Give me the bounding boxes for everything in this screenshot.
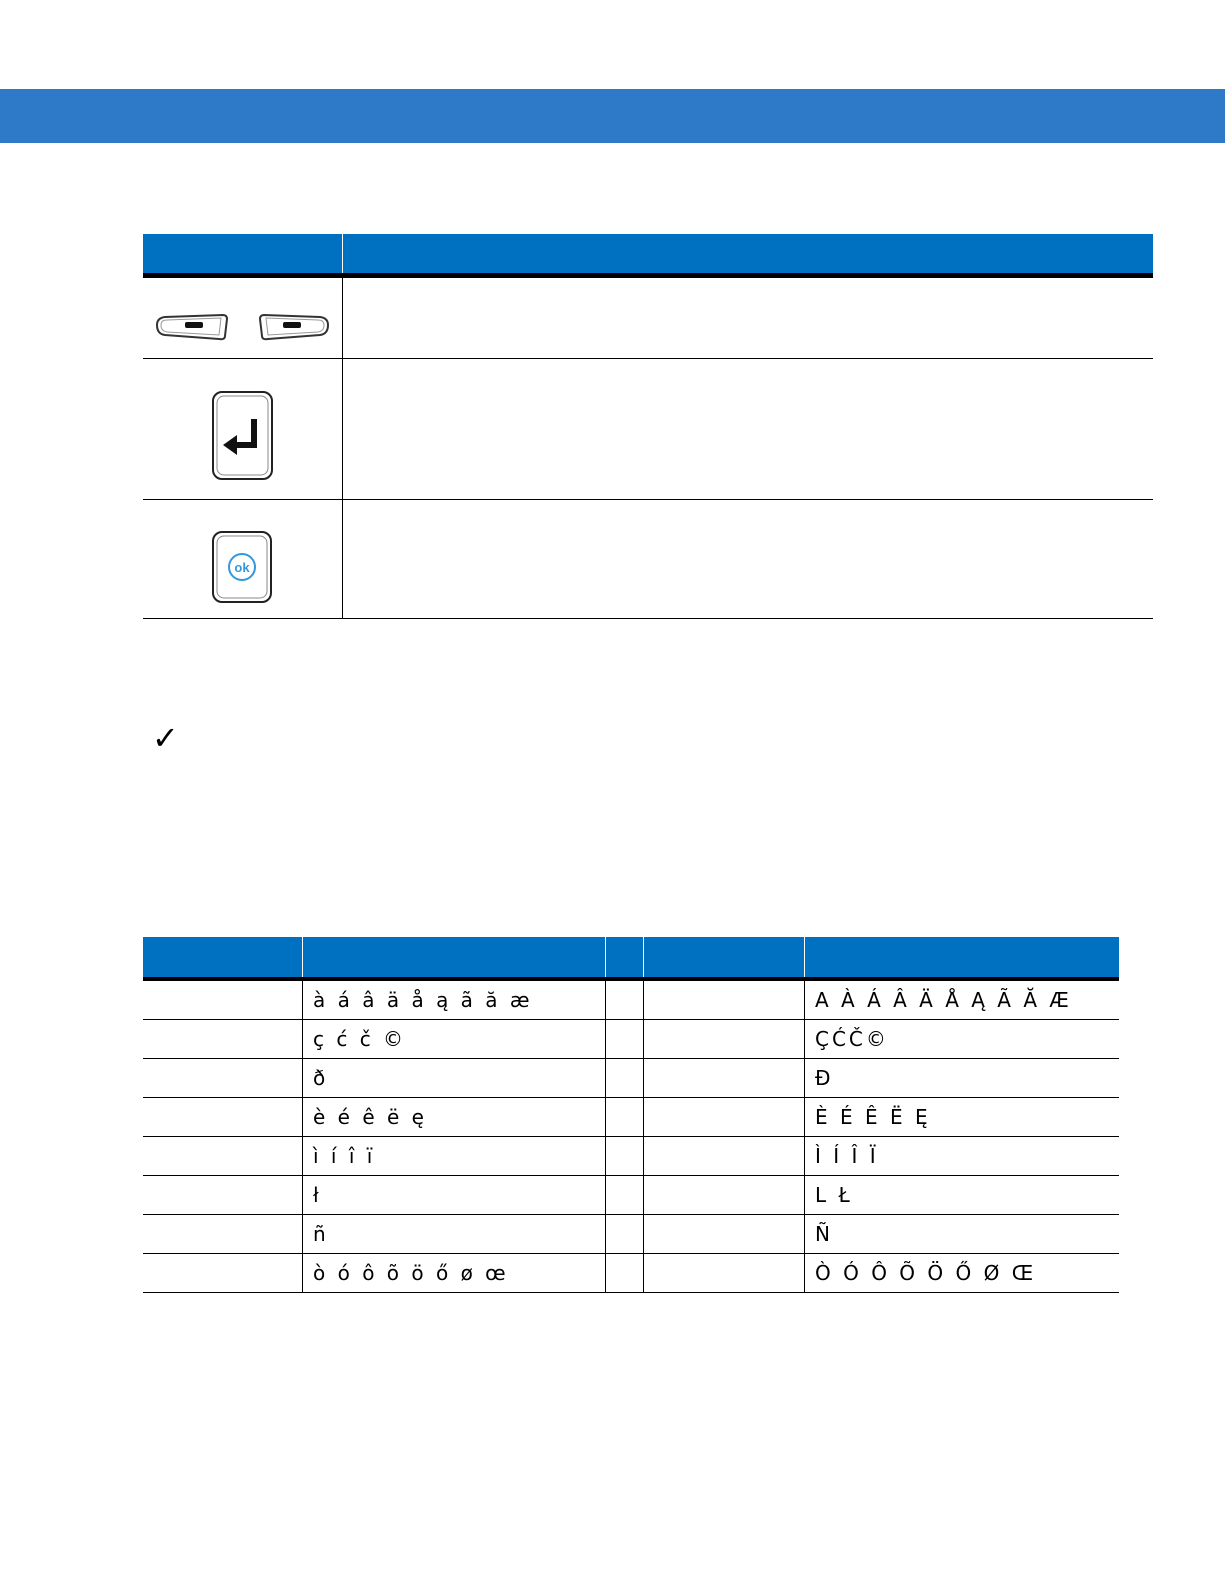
gap-cell [606,1098,644,1137]
header-band [0,89,1225,143]
key-cell [644,1176,805,1215]
key-cell [644,1059,805,1098]
uppercase-chars: L Ł [805,1176,1120,1215]
soft-keys-description [343,278,1154,359]
uppercase-chars: Ò Ó Ô Õ Ö Ő Ø Œ [805,1254,1120,1293]
lowercase-chars: ð [303,1059,606,1098]
lowercase-chars: ł [303,1176,606,1215]
key-cell [143,1059,303,1098]
table-row [143,1059,1119,1098]
table-row [143,981,1119,1020]
key-cell [143,981,303,1020]
lowercase-chars: à á â ä å ą ã ă æ [303,981,606,1020]
key-cell [644,1020,805,1059]
svg-text:ok: ok [234,560,250,575]
table-row [143,1098,1119,1137]
char-header-1 [143,937,303,977]
enter-key-icon [143,359,343,500]
key-cell [644,1137,805,1176]
table-row [143,278,1153,359]
ok-key-description [343,500,1154,619]
table-row [143,1020,1119,1059]
key-cell [143,1020,303,1059]
uppercase-chars: Đ [805,1059,1120,1098]
char-header-3 [606,937,644,977]
uppercase-chars: ÇĆČ© [805,1020,1120,1059]
gap-cell [606,1215,644,1254]
soft-keys-icon [143,278,343,359]
table-row [143,1254,1119,1293]
char-header-2 [303,937,606,977]
key-cell [143,1137,303,1176]
key-cell [644,981,805,1020]
table-row [143,500,1153,619]
table-row [143,1176,1119,1215]
lowercase-chars: ç ć č © [303,1020,606,1059]
key-table-header-description [343,234,1154,273]
key-cell [644,1215,805,1254]
check-mark-icon: ✓ [152,719,179,757]
lowercase-chars: è é ê ë ę [303,1098,606,1137]
ok-key-icon [143,500,343,619]
gap-cell [606,1020,644,1059]
gap-cell [606,981,644,1020]
table-row [143,359,1153,500]
gap-cell [606,1176,644,1215]
uppercase-chars: A À Á Â Ä Å Ą Ã Ă Æ [805,981,1120,1020]
char-header-5 [805,937,1120,977]
key-cell [143,1215,303,1254]
character-table [143,937,1119,1293]
uppercase-chars: Ì Í Î Ï [805,1137,1120,1176]
gap-cell [606,1254,644,1293]
key-table [143,234,1153,619]
table-row [143,1137,1119,1176]
key-table-header-key [143,234,343,273]
lowercase-chars: ñ [303,1215,606,1254]
enter-key-description [343,359,1154,500]
key-cell [143,1098,303,1137]
lowercase-chars: ì í î ï [303,1137,606,1176]
gap-cell [606,1059,644,1098]
uppercase-chars: È É Ê Ë Ę [805,1098,1120,1137]
key-cell [644,1254,805,1293]
key-cell [644,1098,805,1137]
char-header-4 [644,937,805,977]
gap-cell [606,1137,644,1176]
lowercase-chars: ò ó ô õ ö ő ø œ [303,1254,606,1293]
key-cell [143,1176,303,1215]
uppercase-chars: Ñ [805,1215,1120,1254]
table-row [143,1215,1119,1254]
key-cell [143,1254,303,1293]
